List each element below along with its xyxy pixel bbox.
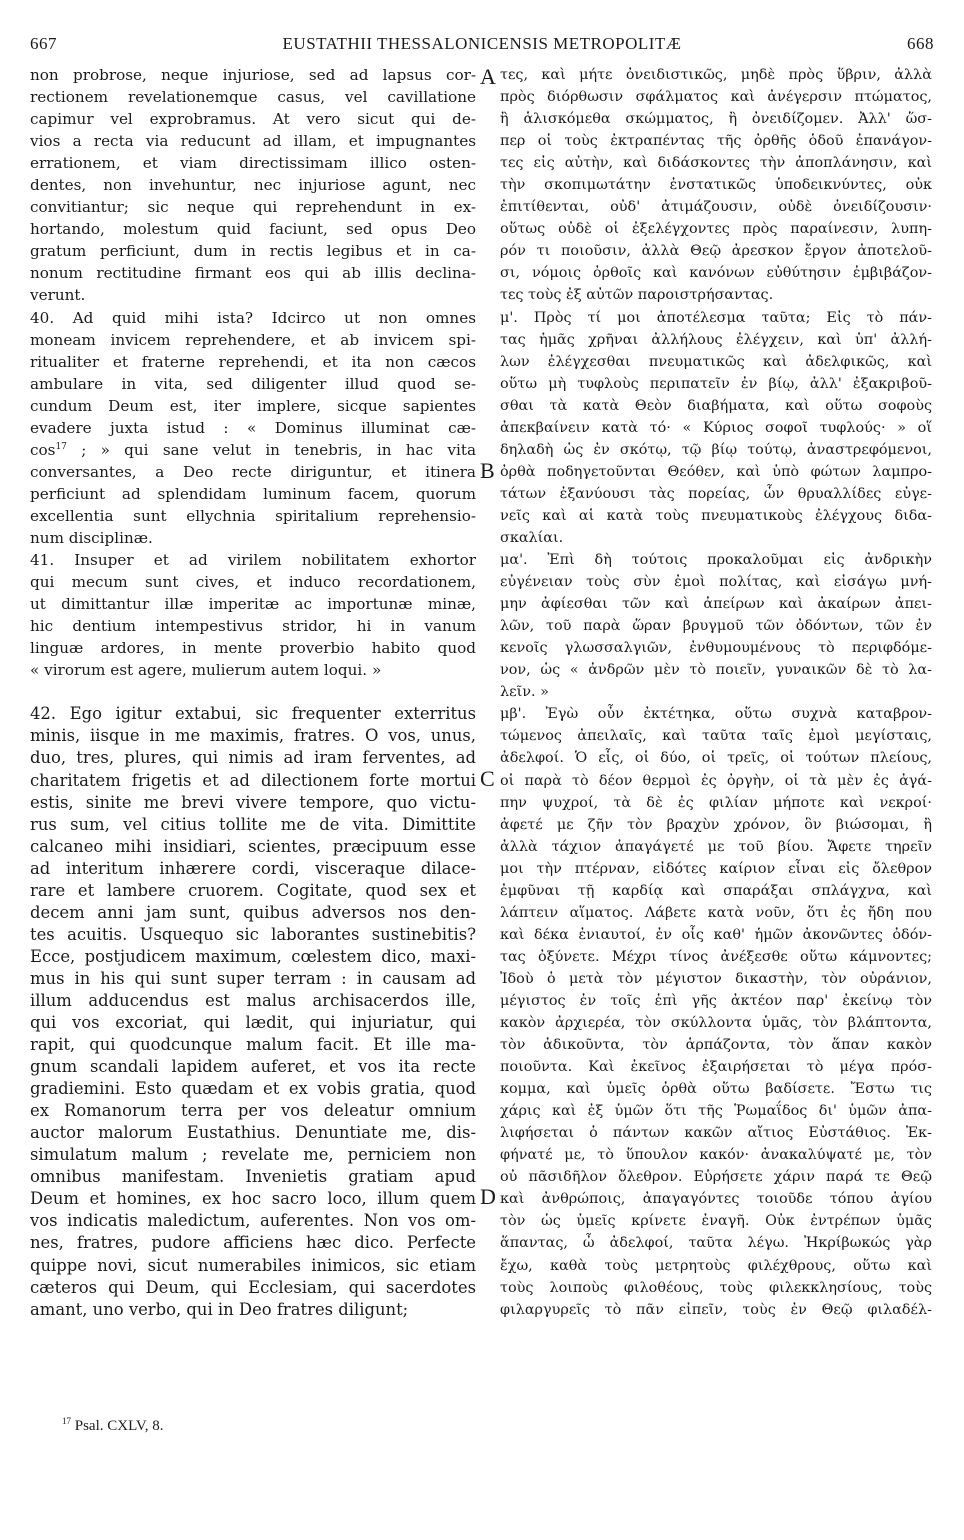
latin-line: vos indicatis maledictum, auferentes. Non vos om- bbox=[30, 1211, 476, 1231]
greek-line: ρόν τι ποιοῦσιν, ἀλλὰ Θεῷ ἀρεσκον ἔργον ἀποτελοῦ- bbox=[500, 243, 932, 260]
latin-line: quippe novi, sicut numerabiles inimicos, sic etiam bbox=[30, 1255, 476, 1275]
latin-line: illum adducendus est malus archisacerdos ille, bbox=[30, 990, 476, 1010]
greek-line: σι, νόμοις ὀρθοῖς καὶ κανόνων εὐθύτησιν ἐμβιβάζον- bbox=[500, 265, 932, 282]
greek-line: ποιοῦντα. Καὶ ἐκεῖνος ἐξαιρήσεται τὸ μέγα πρόσ- bbox=[500, 1059, 932, 1076]
latin-line: simulatum malum ; revelate me, perniciem non bbox=[30, 1145, 476, 1165]
greek-line: λιφήσεται ὁ πάντων κακῶν αἴτιος Εὐστάθιος. Ἐκ- bbox=[500, 1125, 932, 1142]
greek-line: σκαλίαι. bbox=[500, 529, 564, 546]
greek-line: τάτων ἐξανύουσι τὰς πορείας, ὧν θρυαλλίδες εὐγε- bbox=[500, 485, 932, 502]
latin-line: hortando, molestum quid faciunt, sed opus Deo bbox=[30, 220, 476, 239]
latin-line: rus sum, vel citius tollite me de vita. Dimittite bbox=[30, 814, 476, 834]
latin-line: dentes, non invehuntur, nec injuriose agunt, nec bbox=[30, 176, 476, 195]
greek-line: χάρις καὶ ἐξ ὑμῶν ὅτι τῆς Ῥωμαΐδος δι' ὑμῶν ἀπα- bbox=[500, 1103, 932, 1120]
latin-line: Ecce, postjudicem maximum, cœlestem dico, maxi- bbox=[30, 946, 476, 966]
greek-line: τὸν ἀδικοῦντα, τὸν ἁρπάζοντα, τὸν ἅπαν κακὸν bbox=[500, 1037, 932, 1054]
latin-line: 41. Insuper et ad virilem nobilitatem exhortor bbox=[30, 551, 476, 570]
greek-line: οὐ πᾶσιδῆλον ὄλεθρον. Εὑρήσετε χάριν παρά τε Θεῷ bbox=[500, 1169, 932, 1186]
greek-line: λῶν, τοῦ παρὰ ὥραν βρυγμοῦ τῶν ὀδόντων, τῶν ἐν bbox=[500, 618, 932, 635]
greek-line: κακὸν ἀρχιερέα, τὸν σκύλλοντα ὑμᾶς, τὸν βλάπτοντα, bbox=[500, 1015, 932, 1032]
greek-line: τας ὀξύνετε. Μέχρι τίνος ἀνέξεσθε οὕτω κάμνοντες; bbox=[500, 948, 932, 965]
greek-line: ἔχω, καθὰ τοὺς μετρητοὺς φιλέχθρους, οὕτω καὶ bbox=[500, 1257, 932, 1274]
greek-line: λάπτειν αἵματος. Λάβετε κατὰ νοῦν, ὅτι ἐς ἤδη που bbox=[500, 904, 932, 921]
latin-line: gnum scandali lapidem auferet, et vos ita recte bbox=[30, 1057, 476, 1077]
greek-line: περ οἱ τοὺς ἐκτραπέντας τῆς ὀρθῆς ὁδοῦ ἐπανάγον- bbox=[500, 133, 932, 150]
latin-line: ut dimittantur illæ imperitæ ac importunæ minæ, bbox=[30, 595, 476, 614]
margin-marker-d: D bbox=[480, 1184, 496, 1209]
greek-line: κενοῖς γλωσσαλγιῶν, ἐνθυμουμένους τὸ περιφδόμε- bbox=[500, 640, 932, 657]
greek-line: ἀλλὰ τάχιον ἀπαγάγετέ με τοῦ βίου. Ἄφετε τηρεῖν bbox=[500, 838, 932, 855]
latin-line: auctor malorum Eustathius. Denuntiate me, dis- bbox=[30, 1123, 476, 1143]
latin-line: rapit, qui quodcunque malum facit. Et ille ma- bbox=[30, 1035, 476, 1055]
latin-line: convitiantur; sic neque qui reprehendunt in ex- bbox=[30, 198, 476, 217]
latin-line: calcaneo mihi insidiari, scientes, præcipuum esse bbox=[30, 836, 476, 856]
latin-line: $\cos^{17}$ ; » qui sane velut in tenebris, in hac vita bbox=[30, 440, 476, 459]
latin-line: conversantes, a Deo recte diriguntur, et itinera bbox=[30, 462, 476, 481]
greek-line: τὴν σκοπιμωτάτην ἐνστατικῶς ὑποδεικνύντες, οὐκ bbox=[500, 177, 932, 194]
greek-line: φήνατέ με, τὸ ὕπουλον κακόν· ἀνακαλύψατέ με, τὸν bbox=[500, 1147, 932, 1164]
latin-line: decem anni jam sunt, quibus adversos nos den- bbox=[30, 902, 476, 922]
greek-line: εὐγένειαν τοὺς σὺν ἐμοὶ πολίτας, καὶ εἰσάγω μνή- bbox=[500, 574, 932, 591]
margin-marker-c: C bbox=[480, 766, 495, 791]
latin-line: mus in his qui sunt super terram : in causam ad bbox=[30, 968, 476, 988]
greek-line: τες, καὶ μήτε ὀνειδιστικῶς, μηδὲ πρὸς ὕβριν, ἀλλὰ bbox=[500, 67, 932, 83]
greek-line: πρὸς διόρθωσιν σφάλματος καὶ ἀνέγερσιν πτώματος, bbox=[500, 89, 932, 106]
latin-line: gratum perficiunt, dum in rectis legibus et in ca- bbox=[30, 242, 476, 261]
latin-line: vios a recta via reducunt ad illam, et impugnantes bbox=[30, 132, 476, 151]
latin-line: verunt. bbox=[30, 286, 86, 305]
greek-line: τες τοὺς ἐξ αὐτῶν παροιστρήσαντας. bbox=[500, 287, 774, 304]
latin-line: ritualiter et fraterne reprehendi, et ita non cæcos bbox=[30, 352, 476, 371]
latin-line: gradiemini. Esto quædam et ex vobis gratia, quod bbox=[30, 1079, 476, 1099]
greek-line: μην ἀφίεσθαι τῶν καὶ ἀπείρων καὶ ἀκαίρων ἀπει- bbox=[500, 596, 932, 613]
greek-line: οὕτω μὴ τυφλοὺς περιπατεῖν ἐν βίῳ, ἀλλ' ἐξακριβοῦ- bbox=[500, 375, 932, 392]
greek-line: οἱ παρὰ τὸ δέον θερμοὶ ἐς ὀργὴν, οἱ τὰ μὲν ἐς ἀγά- bbox=[500, 772, 932, 789]
greek-line: φιλαργυρεῖς τὸ πᾶν εἰπεῖν, τοὺς ἐν Θεῷ φιλαδέλ- bbox=[500, 1301, 932, 1318]
footnote-text: Psal. CXLV, 8. bbox=[74, 1418, 164, 1434]
page-number-right: 668 bbox=[907, 34, 934, 53]
greek-line: καὶ δέκα ἐνιαυτοί, ἐν οἷς καθ' ἡμῶν ἀκονῶντες ὀδόν- bbox=[500, 926, 932, 943]
latin-line: linguæ ardores, in mente proverbio habito quod bbox=[30, 639, 476, 658]
greek-line: καὶ ἀνθρώποις, ἀπαγαγόντες τοιοῦδε τόπου ἁγίου bbox=[500, 1191, 932, 1208]
greek-line: νον, ὡς « ἀνδρῶν μὲν τὸ ποιεῖν, γυναικῶν δὲ τὸ λα- bbox=[500, 662, 932, 679]
greek-line: ἀδελφοί. Ὁ εἷς, οἱ δύο, οἱ τρεῖς, οἱ τούτων πλείους, bbox=[500, 750, 932, 767]
greek-line: τες εἰς αὐτὴν, καὶ διδάσκοντες τὴν ἀποπλάνησιν, καὶ bbox=[500, 155, 932, 172]
margin-marker-a: A bbox=[480, 64, 496, 89]
latin-line: perficiunt ad splendidam luminum facem, quorum bbox=[30, 484, 476, 503]
latin-line: amant, uno verbo, qui in Deo fratres diligunt; bbox=[30, 1299, 409, 1319]
latin-line: duo, tres, plures, qui nimis ad iram ferventes, ad bbox=[30, 748, 476, 768]
greek-line: νεῖς καὶ αἱ κατὰ τοὺς πνευματικοὺς ἐλέγχους διδα- bbox=[500, 507, 932, 524]
latin-line: hic dentium intempestivus stridor, hi in vanum bbox=[30, 617, 476, 636]
greek-line: τας ἡμᾶς χρῆναι ἀλλήλους ἐλέγχειν, καὶ ὑπ' ἀλλή- bbox=[500, 331, 932, 348]
greek-line: μοι τὴν πτέρναν, εἰδότες καίριον εἶναι εἰς ὄλεθρον bbox=[500, 860, 932, 877]
latin-line: tes acuitis. Usquequo sic laborantes sustinebitis? bbox=[30, 924, 476, 944]
greek-line: τὸν ὡς ὑμεῖς κρίνετε ἐναγῆ. Οὐκ ἐντρέπων ὑμᾶς bbox=[500, 1213, 932, 1230]
greek-line: σθαι τὰ κατὰ Θεὸν διαβήματα, καὶ οὕτω σοφοὺς bbox=[500, 397, 932, 414]
latin-line: moneam invicem reprehendere, et ab invicem spi- bbox=[30, 330, 476, 349]
latin-line: ad interitum inhærere cordi, visceraque dilace- bbox=[30, 858, 476, 878]
latin-column bbox=[30, 64, 476, 1321]
latin-line bbox=[30, 681, 476, 703]
greek-line: ἅπαντας, ὦ ἀδελφοί, ταῦτα λέγω. Ἠκρίβωκώς γὰρ bbox=[500, 1235, 932, 1252]
running-title: EUSTATHII THESSALONICENSIS METROPOLITÆ bbox=[282, 34, 682, 53]
latin-line: nes, fratres, pudore afficiens hæc dico. Perfecte bbox=[30, 1233, 476, 1253]
latin-line: ambulare in vita, sed diligenter illud quod se- bbox=[30, 374, 476, 393]
greek-line: ἀφετέ με ζῆν τὸν βραχὺν χρόνον, ὃν βιώσομαι, ἢ bbox=[500, 816, 932, 833]
greek-line: μα'. Ἐπὶ δὴ τούτοις προκαλοῦμαι εἰς ἀνδρικὴν bbox=[500, 552, 932, 569]
margin-marker-b: B bbox=[480, 458, 495, 483]
page-number-left: 667 bbox=[30, 34, 57, 53]
latin-line: 40. Ad quid mihi ista? Idcirco ut non omnes bbox=[30, 308, 476, 327]
greek-line: Ἰδοὺ ὁ μετὰ τὸν μέγιστον δικαστὴν, τὸν οὐράνιον, bbox=[500, 970, 932, 987]
greek-line: λεῖν. » bbox=[500, 684, 549, 701]
latin-line: omnibus manifestam. Invenietis gratiam apud bbox=[30, 1167, 476, 1187]
latin-line: Deum et homines, ex hoc sacro loco, illum quem bbox=[30, 1189, 476, 1209]
greek-line: μέγιστος ἐν τοῖς ἐπὶ γῆς ἀκτέον παρ' ἐκείνῳ τὸν bbox=[500, 992, 932, 1009]
greek-line: πην ψυχροί, τὰ δὲ ἐς φιλίαν μήποτε καὶ νεκροί· bbox=[500, 794, 932, 811]
running-header bbox=[30, 34, 934, 58]
greek-line: δηλαδὴ ὡς ἐν σκότῳ, τῷ βίῳ τούτῳ, ἀναστρεφόμενοι, bbox=[500, 441, 932, 458]
latin-line: evadere juxta istud : « Dominus illuminat cæ- bbox=[30, 418, 476, 437]
greek-line: λων ἐλέγχεσθαι πνευματικῶς καὶ ἀδελφικῶς, καὶ bbox=[500, 353, 932, 370]
footnote-number: 17 bbox=[62, 1416, 71, 1426]
latin-line: qui mecum sunt cives, et induco recordationem, bbox=[30, 573, 476, 592]
latin-line: excellentia sunt ellychnia spiritalium reprehensio- bbox=[30, 506, 476, 525]
latin-line: minis, iisque in me maximis, fratres. O vos, unus, bbox=[30, 726, 476, 746]
latin-line: nonum rectitudine firmant eos qui ab illis declina- bbox=[30, 264, 476, 283]
footnote bbox=[62, 1418, 164, 1435]
greek-line: μ'. Πρὸς τί μοι ἀποτέλεσμα ταῦτα; Εἰς τὸ πάν- bbox=[500, 309, 932, 326]
latin-line: rare et lambere cruorem. Cogitate, quod sex et bbox=[30, 880, 476, 900]
greek-line: ἐμφῦναι τῇ καρδίᾳ καὶ σπαράξαι σπλάγχνα, καὶ bbox=[500, 882, 932, 899]
greek-column bbox=[500, 64, 932, 1321]
latin-line: estis, sinite me brevi vivere tempore, quo victu- bbox=[30, 792, 476, 812]
latin-line: errationem, et viam directissimam illico osten- bbox=[30, 154, 476, 173]
greek-line: τοὺς λοιποὺς φιλοθέους, τοὺς φιλεκκλησίους, τοὺς bbox=[500, 1279, 932, 1296]
latin-line: cæteros qui Deum, qui Ecclesiam, qui sacerdotes bbox=[30, 1277, 476, 1297]
greek-line: κομμα, καὶ ὑμεῖς ὀρθὰ οὕτω βαδίσετε. Ἔστω τις bbox=[500, 1081, 932, 1098]
latin-line: 42. Ego igitur extabui, sic frequenter exterritus bbox=[30, 704, 476, 724]
latin-line: qui vos excoriat, qui lædit, qui injuriatur, qui bbox=[30, 1013, 476, 1033]
latin-line: non probrose, neque injuriose, sed ad lapsus cor- bbox=[30, 66, 476, 84]
latin-line: charitatem frigetis et ad dilectionem forte mortui bbox=[30, 770, 476, 790]
latin-line: rectionem revelationemque casus, vel cavillatione bbox=[30, 88, 476, 107]
greek-line: μβ'. Ἐγὼ οὖν ἐκτέτηκα, οὕτω συχνὰ καταβρον- bbox=[500, 706, 932, 723]
greek-line: ἢ ἁλισκόμεθα σκώμματος, ἢ ὀνειδίζομεν. Ἀλλ' ὥσ- bbox=[500, 111, 932, 128]
latin-line: ex Romanorum terra per vos deleatur omnium bbox=[30, 1101, 476, 1121]
greek-line: οὕτως οὐδὲ οἱ ἐξελέγχοντες πρὸς παραίνεσιν, λυπη- bbox=[500, 221, 932, 238]
greek-line: τώμενος ἀπειλαῖς, καὶ ταῦτα ταῖς ἐμοὶ μεγίσταις, bbox=[500, 728, 932, 745]
latin-line: cundum Deum est, iter implere, sicque sapientes bbox=[30, 396, 476, 415]
greek-line: ἀπεκβαίνειν κατὰ τό· « Κύριος σοφοῖ τυφλούς· » οἵ bbox=[500, 419, 932, 436]
footnote-ref: 17 bbox=[55, 441, 67, 452]
latin-line: num disciplinæ. bbox=[30, 528, 153, 547]
greek-line: ὀρθὰ ποδηγετοῦνται Θεόθεν, καὶ ὑπὸ φώτων λαμπρο- bbox=[500, 463, 932, 480]
latin-line: capimur vel exprobramus. At vero sicut qui de- bbox=[30, 110, 476, 129]
latin-line: « virorum est agere, mulierum autem loqui. » bbox=[30, 661, 382, 680]
greek-line: ἐπιτίθενται, οὐδ' ἀτιμάζουσιν, οὐδὲ ὀνειδίζουσιν· bbox=[500, 199, 932, 216]
